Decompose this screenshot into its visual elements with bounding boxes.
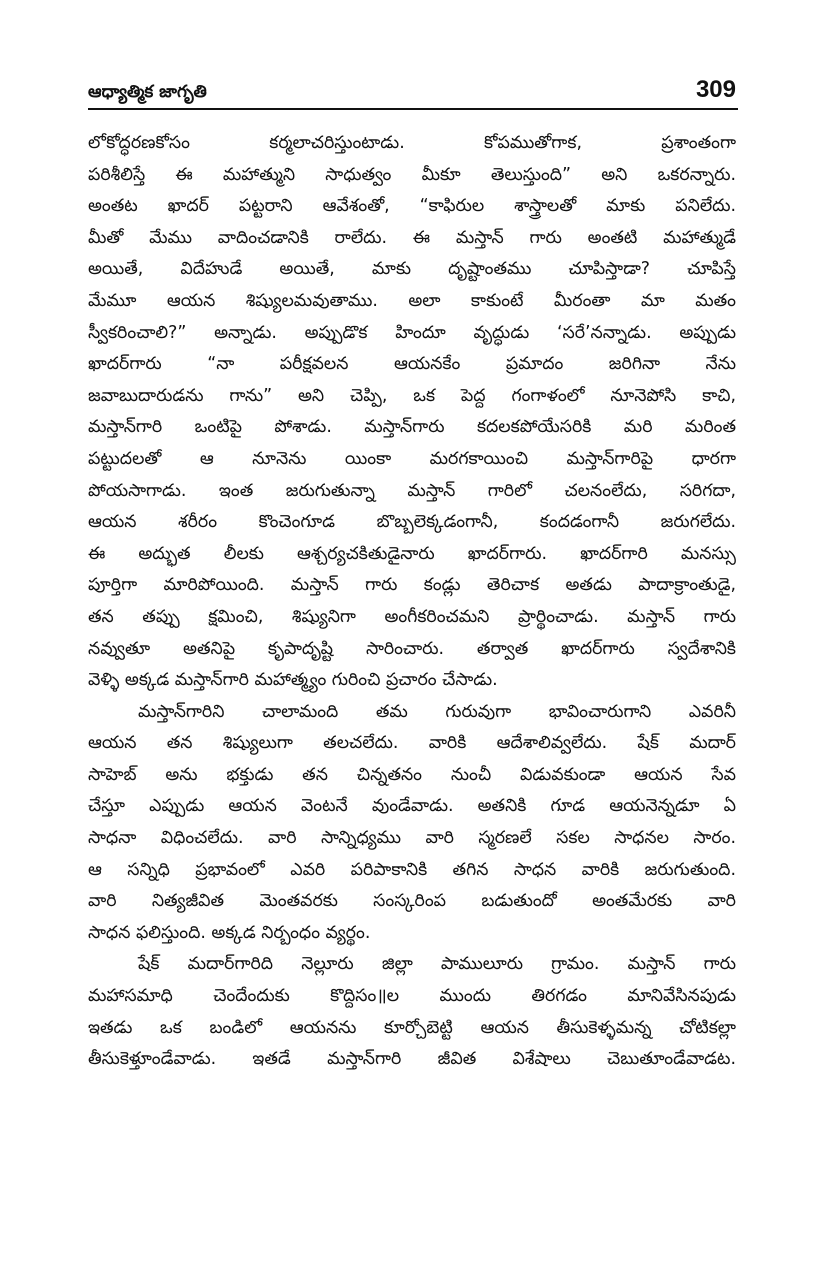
text-line: లోకోద్ధరణకోసం కర్మలాచరిస్తుంటాడు. కోపముతోగాక, ప్రశాంతంగా: [88, 133, 736, 153]
text-line: పట్టుదలతో ఆ నూనెను యింకా మరగకాయించి మస్తాన్‌గారిపై ధారగా: [88, 448, 736, 469]
text-line: పూర్తిగా మారిపోయింది. మస్తాన్ గారు కండ్లు తెరిచాక అతడు పాదాక్రాంతుడై,: [88, 575, 736, 596]
text-line: అంతట ఖాదర్ పట్టరాని ఆవేశంతో, “కాఫిరుల శాస్త్రాలతో మాకు పనిలేదు.: [88, 196, 736, 217]
text-line: ఖాదర్‌గారు “నా పరీక్షవలన ఆయనకేం ప్రమాదం జరిగినా నేను: [88, 354, 736, 375]
text-line: మహాసమాధి చెందేందుకు కొద్దిసం॥ల ముందు తిరగడం మానివేసినపుడు: [88, 986, 736, 1007]
text-line: సాహెబ్ అను భక్తుడు తన చిన్నతనం నుంచీ విడువకుండా ఆయన సేవ: [88, 764, 736, 785]
text-line: మీతో మేము వాదించడానికి రాలేదు. ఈ మస్తాన్ గారు అంతటి మహాత్ముడే: [88, 227, 736, 248]
text-line: మేమూ ఆయన శిష్యులమవుతాము. అలా కాకుంటే మీరంతా మా మతం: [88, 290, 736, 311]
text-line: షేక్ మదార్‌గారిది నెల్లూరు జిల్లా పాములూరు గ్రామం. మస్తాన్ గారు: [138, 954, 736, 975]
page-number: 309: [695, 76, 736, 103]
text-line: ఆ సన్నిధి ప్రభావంలో ఎవరి పరిపాకానికి తగిన సాధన వారికి జరుగుతుంది.: [88, 859, 736, 880]
running-title: ఆధ్యాత్మిక జాగృతి: [88, 82, 207, 102]
text-line: సాధన ఫలిస్తుంది. అక్కడ నిర్బంధం వ్యర్థం.: [88, 922, 371, 943]
text-line: ఆయన తన శిష్యులుగా తలచలేదు. వారికి ఆదేశాలివ్వలేదు. షేక్ మదార్: [88, 733, 736, 754]
text-line: స్వీకరించాలి?” అన్నాడు. అప్పుడొక హిందూ వృద్ధుడు ‘సరే’నన్నాడు. అప్పుడు: [88, 322, 736, 343]
text-line: సాధనా విధించలేదు. వారి సాన్నిధ్యము వారి స్మరణలే సకల సాధనల సారం.: [88, 828, 736, 849]
text-line: మస్తాన్‌గారిని చాలామంది తమ గురువుగా భావించారుగాని ఎవరినీ: [138, 701, 736, 722]
text-line: తన తప్పు క్షమించి, శిష్యునిగా అంగీకరించమని ప్రార్థించాడు. మస్తాన్ గారు: [88, 606, 736, 627]
running-header: [88, 78, 738, 106]
text-line: జవాబుదారుడను గాను” అని చెప్పి, ఒక పెద్ద గంగాళంలో నూనెపోసి కాచి,: [88, 385, 736, 406]
text-line: పరిశీలిస్తే ఈ మహాత్ముని సాధుత్వం మీకూ తెలుస్తుంది” అని ఒకరన్నారు.: [88, 164, 736, 185]
text-line: వారి నిత్యజీవిత మెంతవరకు సంస్కరింప బడుతుందో అంతమేరకు వారి: [88, 891, 736, 912]
text-line: పోయసాగాడు. ఇంత జరుగుతున్నా మస్తాన్ గారిలో చలనంలేదు, సరిగదా,: [88, 480, 736, 501]
body-text: [88, 128, 736, 1076]
header-rule: [88, 108, 738, 110]
text-line: వెళ్ళి అక్కడ మస్తాన్‌గారి మహాత్మ్యం గురించి ప్రచారం చేసాడు.: [88, 670, 498, 691]
text-line: అయితే, విదేహుడే అయితే, మాకు దృష్టాంతము చూపిస్తాడా? చూపిస్తే: [88, 259, 736, 280]
text-line: మస్తాన్‌గారి ఒంటిపై పోశాడు. మస్తాన్‌గారు కదలకపోయేసరికి మరి మరింత: [88, 417, 736, 438]
text-line: చేస్తూ ఎప్పుడు ఆయన వెంటనే వుండేవాడు. అతనికి గూడ ఆయనెన్నడూ ఏ: [88, 796, 736, 817]
text-line: నవ్వుతూ అతనిపై కృపాదృష్టి సారించారు. తర్వాత ఖాదర్‌గారు స్వదేశానికి: [88, 638, 736, 659]
text-line: తీసుకెళ్తూండేవాడు. ఇతడే మస్తాన్‌గారి జీవిత విశేషాలు చెబుతూండేవాడట.: [88, 1049, 736, 1070]
text-line: ఈ అద్భుత లీలకు ఆశ్చర్యచకితుడైనారు ఖాదర్‌గారు. ఖాదర్‌గారి మనస్సు: [88, 543, 736, 564]
text-line: ఇతడు ఒక బండిలో ఆయనను కూర్చోబెట్టి ఆయన తీసుకెళ్ళమన్న చోటికల్లా: [88, 1017, 736, 1038]
text-line: ఆయన శరీరం కొంచెంగూడ బొబ్బలెక్కడంగానీ, కందడంగానీ జరుగలేదు.: [88, 512, 736, 533]
